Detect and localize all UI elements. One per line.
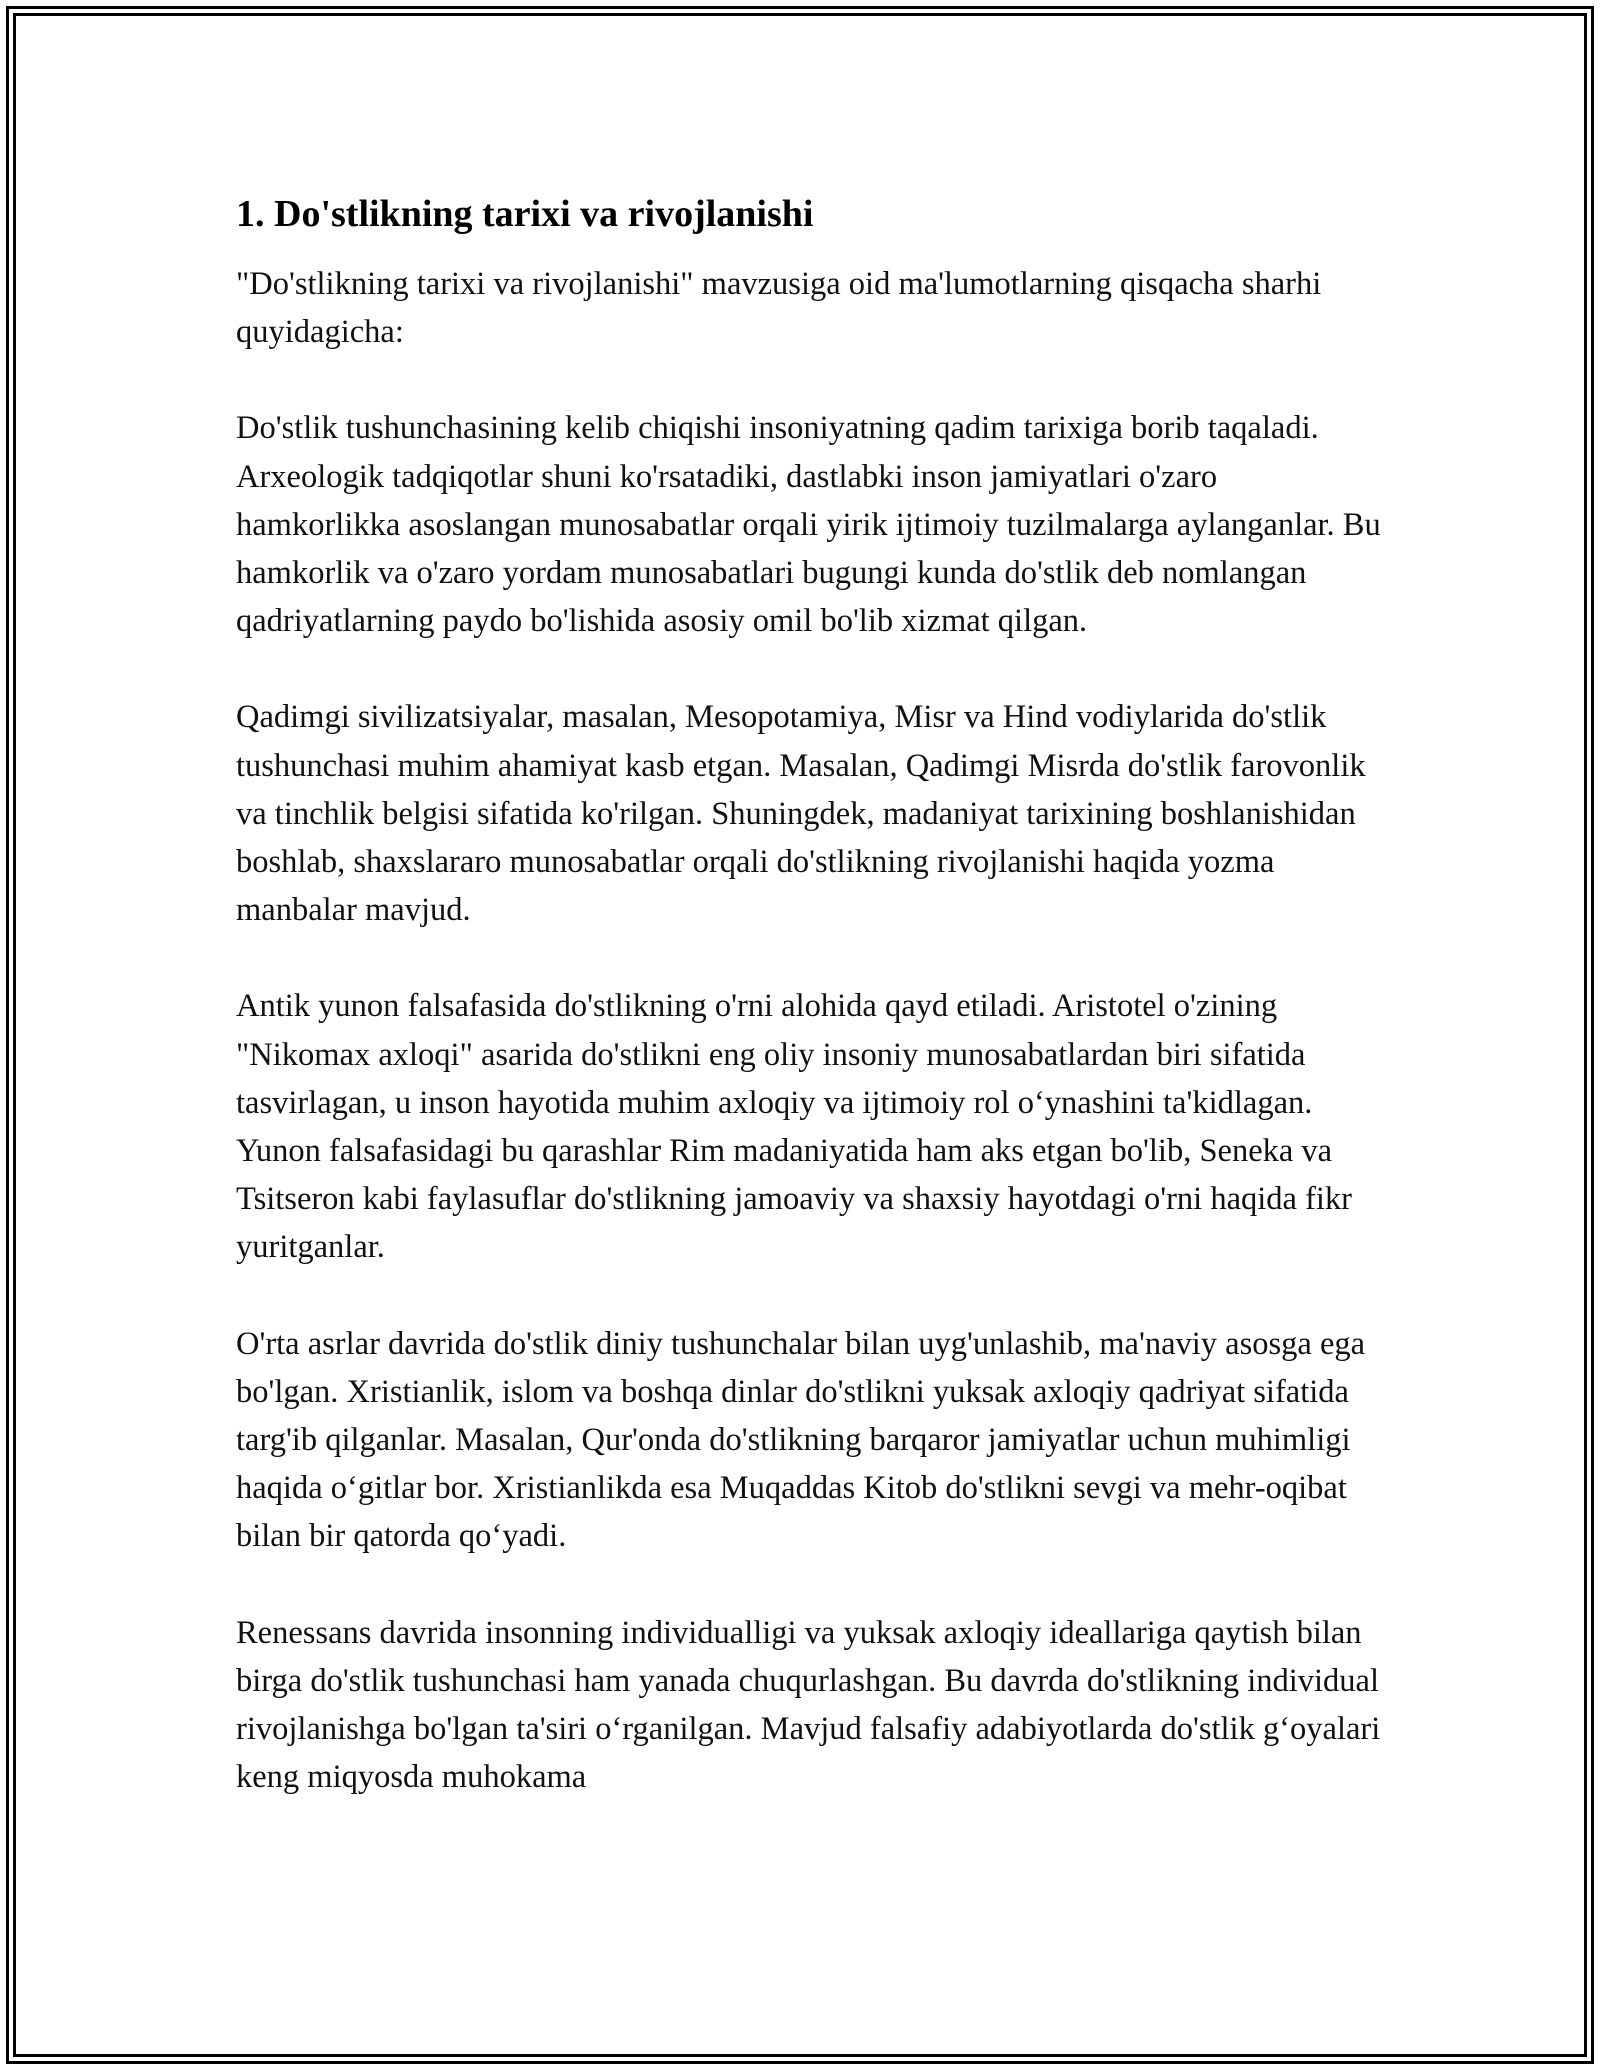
- section-heading: 1. Do'stlikning tarixi va rivojlanishi: [236, 193, 814, 235]
- paragraph-antique-philosophy: Antik yunon falsafasida do'stlikning o'rni alohida qayd etiladi. Aristotel o'zining "Nikomax axloqi" asarida do'stlikni eng oliy insoniy munosabatlardan biri sifatida tasvirlagan, u inson hayotida muhim axloqiy va ijtimoiy rol o‘ynashini ta'kidlagan. Yunon falsafasidagi bu qarashlar Rim madaniyatida ham aks etgan bo'lib, Seneka va Tsitseron kabi faylasuflar do'stlikning jamoaviy va shaxsiy hayotdagi o'rni haqida fikr yuritganlar.: [236, 988, 1352, 1266]
- paragraph-ancient-civilizations: Qadimgi sivilizatsiyalar, masalan, Mesopotamiya, Misr va Hind vodiylarida do'stlik tushunchasi muhim ahamiyat kasb etgan. Masalan, Qadimgi Misrda do'stlik farovonlik va tinchlik belgisi sifatida ko'rilgan. Shuningdek, madaniyat tarixining boshlanishidan boshlab, shaxslararo munosabatlar orqali do'stlikning rivojlanishi haqida yozma manbalar mavjud.: [236, 699, 1366, 929]
- document-body: [236, 186, 1386, 1849]
- paragraph-renaissance: Renessans davrida insonning individualligi va yuksak axloqiy ideallariga qaytish bilan birga do'stlik tushunchasi ham yanada chuqurlashgan. Bu davrda do'stlikning individual rivojlanishga bo'lgan ta'siri o‘rganilgan. Mavjud falsafiy adabiyotlarda do'stlik g‘oyalari keng miqyosda muhokama: [236, 1614, 1381, 1796]
- paragraph-middle-ages: O'rta asrlar davrida do'stlik diniy tushunchalar bilan uyg'unlashib, ma'naviy asosga ega bo'lgan. Xristianlik, islom va boshqa dinlar do'stlikni yuksak axloqiy qadriyat sifatida targ'ib qilganlar. Masalan, Qur'onda do'stlikning barqaror jamiyatlar uchun muhimligi haqida o‘gitlar bor. Xristianlikda esa Muqaddas Kitob do'stlikni sevgi va mehr-oqibat bilan bir qatorda qo‘yadi.: [236, 1325, 1366, 1555]
- paragraph-origins: Do'stlik tushunchasining kelib chiqishi insoniyatning qadim tarixiga borib taqaladi. Arxeologik tadqiqotlar shuni ko'rsatadiki, dastlabki inson jamiyatlari o'zaro hamkorlikka asoslangan munosabatlar orqali yirik ijtimoiy tuzilmalarga aylanganlar. Bu hamkorlik va o'zaro yordam munosabatlari bugungi kunda do'stlik deb nomlangan qadriyatlarning paydo bo'lishida asosiy omil bo'lib xizmat qilgan.: [236, 410, 1381, 640]
- paragraph-intro: "Do'stlikning tarixi va rivojlanishi" mavzusiga oid ma'lumotlarning qisqacha sharhi quyidagicha:: [236, 266, 1322, 351]
